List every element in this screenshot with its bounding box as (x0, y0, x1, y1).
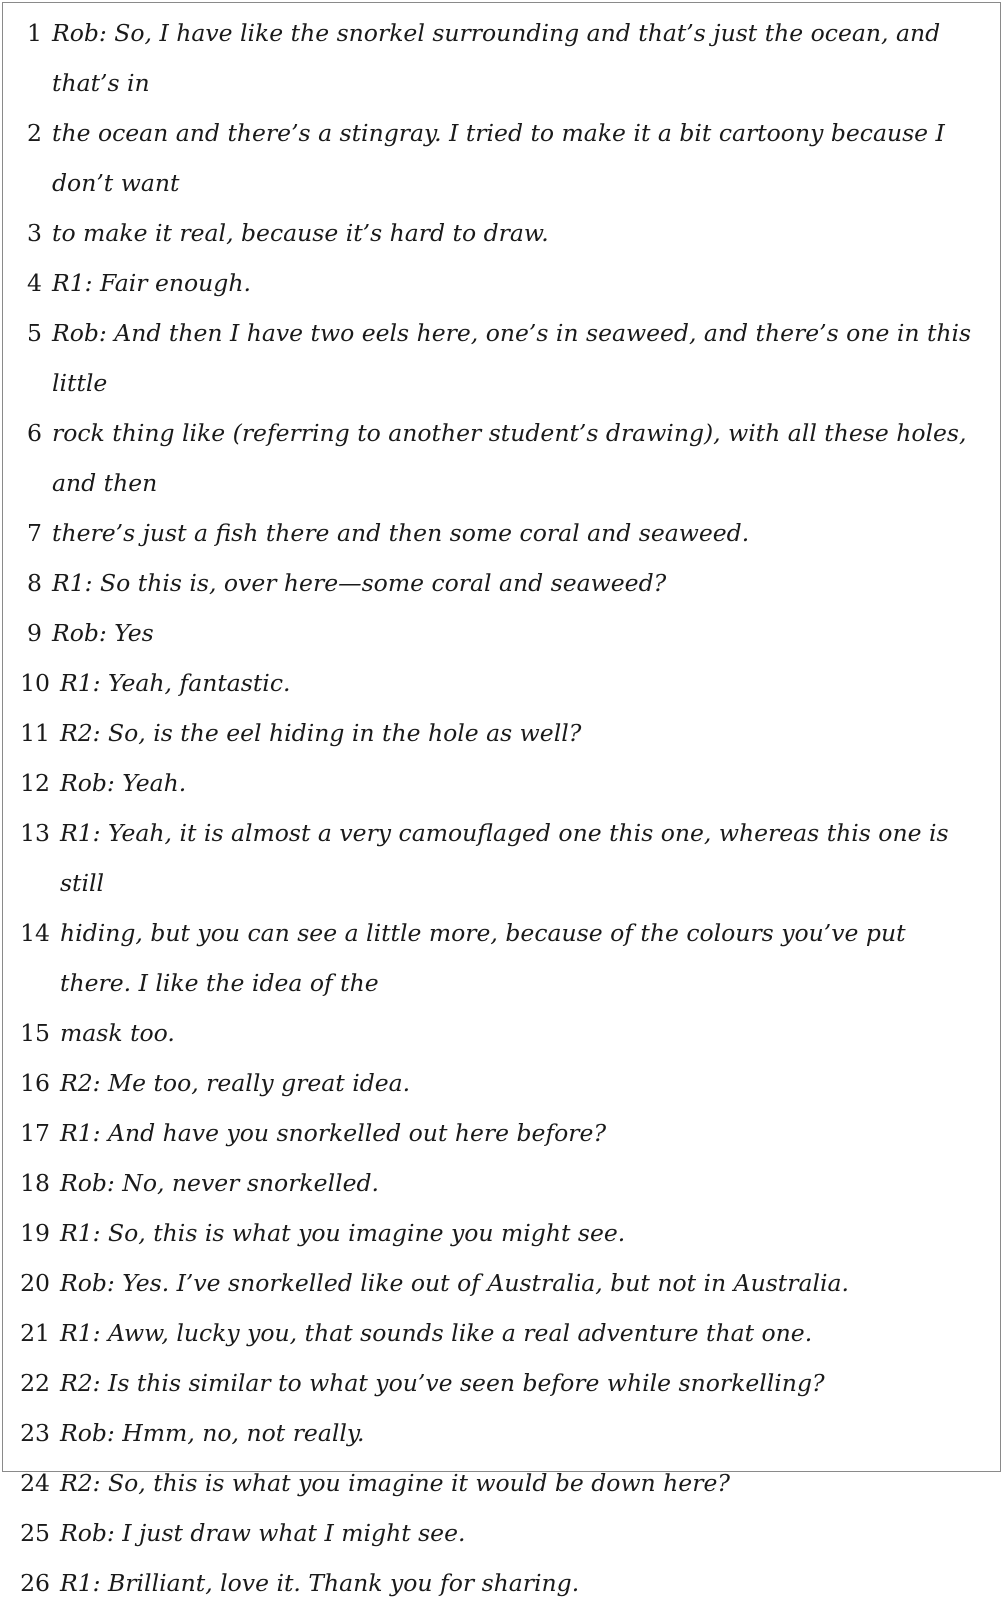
transcript-line (0, 558, 1005, 608)
transcript-line (0, 308, 1005, 408)
line-number: 22 (20, 1369, 50, 1397)
line-number: 14 (20, 919, 50, 947)
line-number: 15 (20, 1019, 50, 1047)
line-number: 11 (20, 719, 50, 747)
line-number: 8 (27, 569, 42, 597)
line-number: 1 (27, 19, 42, 47)
line-number: 23 (20, 1419, 50, 1447)
line-text: Rob: So, I have like the snorkel surrounding and that’s just the ocean, and that’s in (52, 19, 941, 97)
transcript-line (0, 408, 1005, 508)
line-number: 6 (27, 419, 42, 447)
transcript-line (0, 1408, 1005, 1458)
transcript-line (0, 758, 1005, 808)
line-text: R1: So this is, over here—some coral and seaweed? (52, 569, 667, 597)
line-text: R2: So, this is what you imagine it would be down here? (60, 1469, 730, 1497)
line-text: mask too. (60, 1019, 175, 1047)
line-text: R1: Aww, lucky you, that sounds like a real adventure that one. (60, 1319, 813, 1347)
line-text: Rob: Yes (52, 619, 154, 647)
line-text: to make it real, because it’s hard to draw. (52, 219, 549, 247)
line-number: 17 (20, 1119, 50, 1147)
line-text: there’s just a fish there and then some coral and seaweed. (52, 519, 750, 547)
line-number: 16 (20, 1069, 50, 1097)
line-text: Rob: I just draw what I might see. (60, 1519, 466, 1547)
line-number: 3 (27, 219, 42, 247)
line-text: R2: Me too, really great idea. (60, 1069, 411, 1097)
line-number: 2 (27, 119, 42, 147)
line-text: hiding, but you can see a little more, because of the colours you’ve put there. I like the idea of the (60, 919, 906, 997)
line-text: rock thing like (referring to another student’s drawing), with all these holes, and then (52, 419, 967, 497)
line-number: 7 (27, 519, 42, 547)
transcript-line (0, 1108, 1005, 1158)
line-text: the ocean and there’s a stingray. I tried to make it a bit cartoony because I don’t want (52, 119, 945, 197)
line-number: 9 (27, 619, 42, 647)
transcript-line (0, 908, 1005, 1008)
transcript-line (0, 8, 1005, 108)
line-number: 12 (20, 769, 50, 797)
transcript-line (0, 1058, 1005, 1108)
line-number: 25 (20, 1519, 50, 1547)
transcript-line (0, 1258, 1005, 1308)
line-text: R1: Yeah, fantastic. (60, 669, 291, 697)
line-text: Rob: Hmm, no, not really. (60, 1419, 365, 1447)
line-number: 5 (27, 319, 42, 347)
line-text: R2: So, is the eel hiding in the hole as well? (60, 719, 582, 747)
transcript-line (0, 1158, 1005, 1208)
line-number: 19 (20, 1219, 50, 1247)
transcript-line (0, 1358, 1005, 1408)
transcript-line (0, 258, 1005, 308)
transcript-line (0, 708, 1005, 758)
line-text: R1: Brilliant, love it. Thank you for sharing. (60, 1569, 580, 1597)
transcript-line (0, 108, 1005, 208)
line-number: 4 (27, 269, 42, 297)
line-text: Rob: No, never snorkelled. (60, 1169, 380, 1197)
transcript-line (0, 1308, 1005, 1358)
line-text: R1: Yeah, it is almost a very camouflaged one this one, whereas this one is still (60, 819, 949, 897)
line-text: Rob: Yeah. (60, 769, 187, 797)
line-text: R1: So, this is what you imagine you might see. (60, 1219, 626, 1247)
line-text: R1: And have you snorkelled out here before? (60, 1119, 607, 1147)
line-number: 13 (20, 819, 50, 847)
line-text: R1: Fair enough. (52, 269, 251, 297)
transcript-line (0, 1508, 1005, 1558)
transcript-line (0, 208, 1005, 258)
line-number: 20 (20, 1269, 50, 1297)
transcript (0, 8, 1005, 1608)
line-text: R2: Is this similar to what you’ve seen before while snorkelling? (60, 1369, 825, 1397)
line-number: 18 (20, 1169, 50, 1197)
transcript-line (0, 1208, 1005, 1258)
transcript-line (0, 1558, 1005, 1608)
line-text: Rob: Yes. I’ve snorkelled like out of Australia, but not in Australia. (60, 1269, 850, 1297)
transcript-line (0, 658, 1005, 708)
transcript-line (0, 1008, 1005, 1058)
line-number: 24 (20, 1469, 50, 1497)
transcript-line (0, 508, 1005, 558)
line-number: 10 (20, 669, 50, 697)
transcript-line (0, 1458, 1005, 1508)
transcript-line (0, 608, 1005, 658)
line-text: Rob: And then I have two eels here, one’s in seaweed, and there’s one in this little (52, 319, 972, 397)
transcript-line (0, 808, 1005, 908)
line-number: 21 (20, 1319, 50, 1347)
line-number: 26 (20, 1569, 50, 1597)
